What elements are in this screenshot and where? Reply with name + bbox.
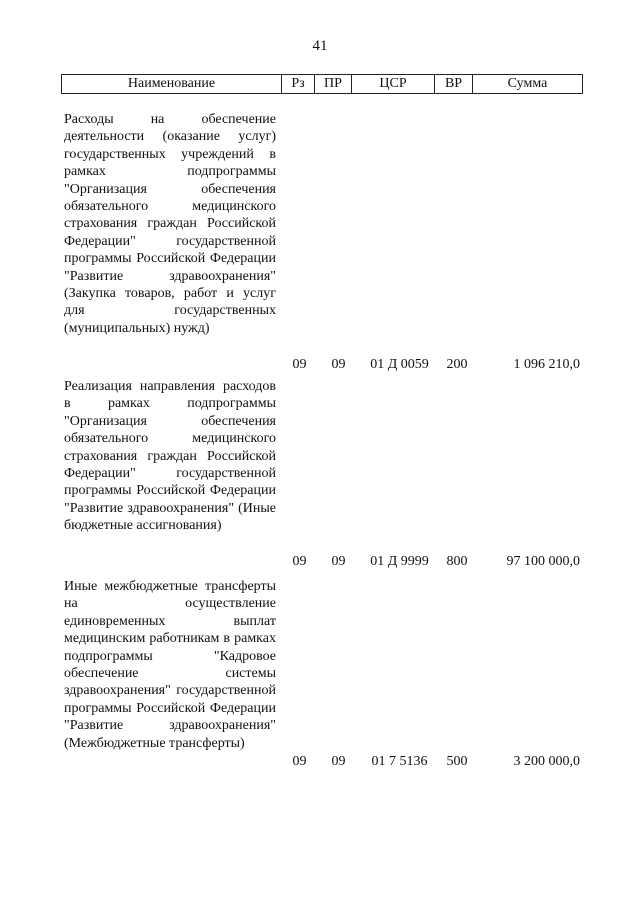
page-number: 41 xyxy=(312,38,328,54)
header-rz: Рз xyxy=(281,75,314,93)
table-header xyxy=(61,74,583,94)
row-name: Расходы на обеспечение деятельности (оказание услуг) государственных учреждений в рамках подпрограммы "Организация обеспечения обязательного медицинского страхования граждан Российской Федерации" государственной программы Российской Федерации "Развитие здравоохранения" (Закупка товаров, работ и услуг для государственных (муниципальных) нужд) xyxy=(64,112,276,336)
row-pr: 09 xyxy=(331,357,346,372)
row-sum: 3 200 000,0 xyxy=(513,754,580,769)
row-pr: 09 xyxy=(331,554,346,569)
row-vr: 500 xyxy=(446,754,468,769)
row-csr: 01 Д 0059 xyxy=(370,357,429,372)
row-name: Реализация направления расходов в рамках подпрограммы "Организация обеспечения обязательного медицинского страхования граждан Российской Федерации" государственной программы Российской Федерации "Развитие здравоохранения" (Иные бюджетные ассигнования) xyxy=(64,379,276,534)
row-name: Иные межбюджетные трансферты на осуществление единовременных выплат медицинским работникам в рамках подпрограммы "Кадровое обеспечение системы здравоохранения" государственной программы Российской Федерации "Развитие здравоохранения" (Межбюджетные трансферты) xyxy=(64,579,276,751)
row-rz: 09 xyxy=(292,357,307,372)
row-csr: 01 7 5136 xyxy=(371,754,428,769)
table-row xyxy=(64,378,584,570)
row-rz: 09 xyxy=(292,554,307,569)
table-row xyxy=(64,578,584,770)
header-csr: ЦСР xyxy=(351,75,434,93)
row-pr: 09 xyxy=(331,754,346,769)
row-csr: 01 Д 9999 xyxy=(370,554,429,569)
header-sum: Сумма xyxy=(472,75,582,93)
header-name: Наименование xyxy=(127,76,216,91)
row-sum: 97 100 000,0 xyxy=(506,554,580,569)
header-vr: ВР xyxy=(434,75,472,93)
row-sum: 1 096 210,0 xyxy=(513,357,580,372)
row-rz: 09 xyxy=(292,754,307,769)
row-vr: 800 xyxy=(446,554,468,569)
header-pr: ПР xyxy=(314,75,351,93)
table-row xyxy=(64,111,584,373)
row-vr: 200 xyxy=(446,357,468,372)
